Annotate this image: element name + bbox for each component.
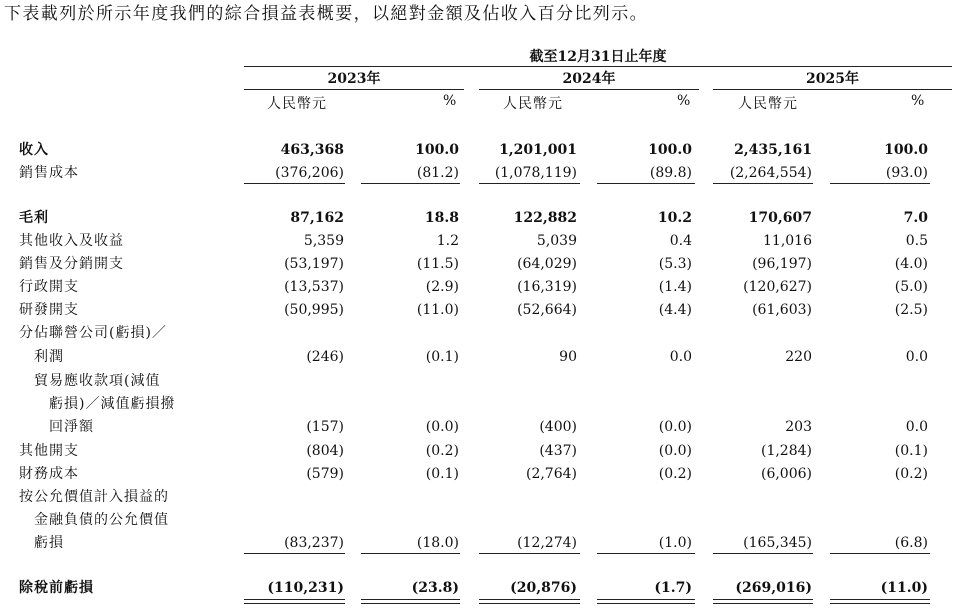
subtotal-rule	[244, 553, 345, 554]
row-value: (89.8)	[649, 165, 692, 181]
row-value: (16,319)	[517, 279, 577, 295]
row-value: 0.0	[905, 349, 928, 365]
table-row	[0, 253, 960, 275]
subtotal-rule	[479, 553, 580, 554]
row-value: (579)	[306, 466, 344, 482]
period-header: 截至12月31日止年度	[529, 49, 667, 65]
row-value: 5,359	[303, 233, 344, 249]
subtotal-rule	[830, 553, 930, 554]
year-2025-rule	[713, 89, 952, 90]
table-row	[0, 299, 960, 321]
row-value: 87,162	[290, 210, 344, 226]
row-value: (1,284)	[760, 443, 812, 459]
row-value: (0.2)	[425, 443, 459, 459]
year-2024-rule	[479, 89, 699, 90]
table-row	[0, 577, 960, 599]
row-value: 1.2	[436, 233, 459, 249]
row-value: 122,882	[513, 210, 577, 226]
row-value: (4.0)	[894, 256, 928, 272]
year-2023-rule	[244, 89, 464, 90]
row-value: (52,664)	[517, 302, 577, 318]
year-2025-header: 2025年	[806, 71, 859, 87]
row-value: 18.8	[424, 210, 459, 226]
row-value: (157)	[306, 419, 344, 435]
row-label: 金融負債的公允價值	[19, 512, 169, 528]
row-value: (12,274)	[517, 535, 577, 551]
table-row	[0, 393, 960, 415]
row-value: (4.4)	[658, 302, 692, 318]
row-value: (64,029)	[517, 256, 577, 272]
row-value: (0.2)	[658, 466, 692, 482]
total-double-rule	[479, 599, 580, 604]
row-value: (96,197)	[752, 256, 812, 272]
row-value: (11.5)	[416, 256, 459, 272]
row-label: 行政開支	[19, 279, 79, 295]
row-value: 0.4	[669, 233, 692, 249]
row-value: (83,237)	[284, 535, 344, 551]
row-value: (120,627)	[743, 279, 812, 295]
subtotal-rule	[361, 553, 460, 554]
row-value: (0.1)	[425, 466, 459, 482]
row-value: 220	[785, 349, 812, 365]
row-value: (165,345)	[743, 535, 812, 551]
subtotal-rule	[597, 183, 695, 184]
row-value: (50,995)	[284, 302, 344, 318]
row-value: (0.0)	[658, 443, 692, 459]
row-label: 除稅前虧損	[19, 580, 94, 596]
pct-label-2024: %	[677, 93, 691, 109]
row-value: (0.0)	[658, 419, 692, 435]
row-label: 虧損)／減值虧損撥	[19, 396, 176, 412]
row-label: 按公允價值計入損益的	[19, 489, 169, 505]
row-value: (0.1)	[425, 349, 459, 365]
row-value: (0.1)	[894, 443, 928, 459]
row-value: (1,078,119)	[494, 165, 577, 181]
table-row	[0, 440, 960, 462]
row-value: (2.5)	[894, 302, 928, 318]
row-label: 銷售成本	[19, 165, 79, 181]
row-value: (246)	[306, 349, 344, 365]
year-2023-header: 2023年	[327, 71, 381, 87]
unit-label-2024: 人民幣元	[503, 96, 563, 112]
total-double-rule	[713, 599, 813, 604]
row-value: (13,537)	[284, 279, 344, 295]
row-value: 2,435,161	[734, 142, 812, 158]
row-label: 虧損	[19, 535, 64, 551]
row-value: 11,016	[763, 233, 812, 249]
row-value: 10.2	[657, 210, 692, 226]
row-value: 100.0	[648, 142, 692, 158]
table-row	[0, 463, 960, 485]
row-value: 1,201,001	[499, 142, 577, 158]
row-value: 0.0	[669, 349, 692, 365]
subtotal-rule	[479, 183, 580, 184]
intro-text: 下表載列於所示年度我們的綜合損益表概要，以絕對金額及佔收入百分比列示。	[4, 4, 648, 24]
row-value: 203	[785, 419, 812, 435]
pct-label-2025: %	[911, 93, 925, 109]
row-value: (804)	[306, 443, 344, 459]
period-rule	[244, 66, 952, 67]
row-value: 0.5	[905, 233, 928, 249]
table-row	[0, 509, 960, 531]
row-value: 463,368	[280, 142, 344, 158]
row-label: 研發開支	[19, 302, 79, 318]
year-2024-header: 2024年	[562, 71, 616, 87]
row-label: 毛利	[19, 210, 49, 226]
row-label: 貿易應收款項(減值	[19, 373, 161, 389]
total-double-rule	[244, 599, 345, 604]
row-value: (20,876)	[510, 580, 577, 596]
row-value: (269,016)	[735, 580, 812, 596]
table-row	[0, 370, 960, 392]
row-value: 170,607	[748, 210, 812, 226]
row-label: 利潤	[19, 349, 64, 365]
row-value: (2,764)	[525, 466, 577, 482]
total-double-rule	[830, 599, 930, 604]
row-value: (61,603)	[752, 302, 812, 318]
row-label: 回淨額	[19, 419, 94, 435]
table-row	[0, 276, 960, 298]
row-value: (11.0)	[880, 580, 928, 596]
row-value: (11.0)	[416, 302, 459, 318]
subtotal-rule	[713, 183, 813, 184]
subtotal-rule	[361, 183, 460, 184]
row-value: (93.0)	[885, 165, 928, 181]
row-value: (0.0)	[425, 419, 459, 435]
row-label: 分佔聯營公司(虧損)／	[19, 325, 167, 341]
row-label: 其他開支	[19, 443, 79, 459]
unit-label-2025: 人民幣元	[738, 96, 798, 112]
table-row	[0, 322, 960, 344]
row-label: 銷售及分銷開支	[19, 256, 124, 272]
subtotal-rule	[597, 553, 695, 554]
row-value: (18.0)	[416, 535, 459, 551]
table-row	[0, 346, 960, 368]
row-value: (110,231)	[267, 580, 344, 596]
row-value: (2.9)	[425, 279, 459, 295]
table-row	[0, 207, 960, 229]
table-row	[0, 532, 960, 554]
table-row	[0, 139, 960, 161]
table-row	[0, 416, 960, 438]
subtotal-rule	[244, 183, 345, 184]
row-label: 收入	[19, 142, 49, 158]
row-value: 7.0	[903, 210, 928, 226]
row-value: (1.0)	[658, 535, 692, 551]
row-value: (437)	[539, 443, 577, 459]
row-value: (1.7)	[654, 580, 692, 596]
unit-label-2023: 人民幣元	[267, 96, 327, 112]
row-value: 5,039	[536, 233, 577, 249]
row-value: (6,006)	[760, 466, 812, 482]
row-value: (0.2)	[894, 466, 928, 482]
row-value: (81.2)	[416, 165, 459, 181]
table-row	[0, 486, 960, 508]
table-row	[0, 162, 960, 184]
row-label: 財務成本	[19, 466, 79, 482]
row-value: 90	[559, 349, 577, 365]
row-value: (23.8)	[411, 580, 459, 596]
total-double-rule	[597, 599, 695, 604]
row-value: (2,264,554)	[729, 165, 812, 181]
total-double-rule	[361, 599, 460, 604]
subtotal-rule	[713, 553, 813, 554]
row-label: 其他收入及收益	[19, 233, 124, 249]
row-value: 100.0	[415, 142, 459, 158]
row-value: 0.0	[905, 419, 928, 435]
row-value: (400)	[539, 419, 577, 435]
row-value: (1.4)	[658, 279, 692, 295]
row-value: (376,206)	[275, 165, 344, 181]
row-value: (6.8)	[894, 535, 928, 551]
row-value: (5.0)	[894, 279, 928, 295]
row-value: 100.0	[884, 142, 928, 158]
table-row	[0, 230, 960, 252]
row-value: (53,197)	[284, 256, 344, 272]
row-value: (5.3)	[658, 256, 692, 272]
subtotal-rule	[830, 183, 930, 184]
pct-label-2023: %	[443, 93, 457, 109]
